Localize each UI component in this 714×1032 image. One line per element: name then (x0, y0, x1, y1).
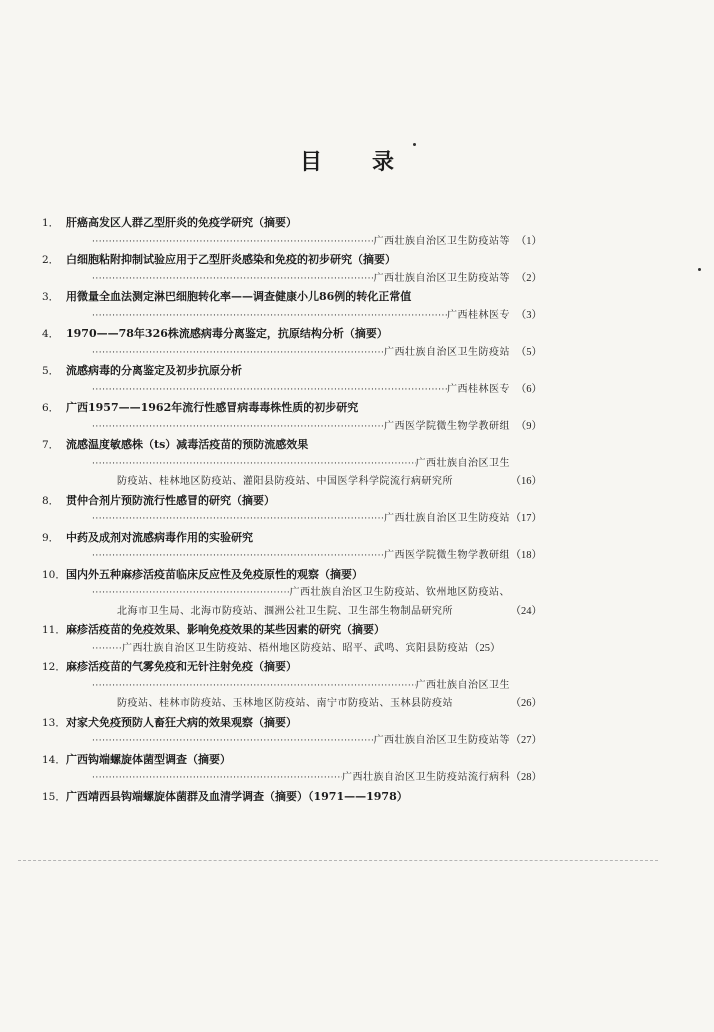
entry-author-row (42, 732, 542, 751)
entry-title-row (42, 529, 542, 548)
entry-author-row (42, 307, 542, 326)
entry-title-row (42, 492, 542, 511)
entry-title: 用微量全血法测定淋巴细胞转化率——调查健康小儿86例的转化正常值 (66, 290, 412, 303)
dot-leader (92, 381, 447, 400)
entry-title: 白细胞粘附抑制试验应用于乙型肝炎感染和免疫的初步研究（摘要） (66, 253, 396, 266)
entry-title-row (42, 325, 542, 344)
dot-leader (92, 307, 447, 326)
entry-author: 广西壮族自治区卫生 (415, 457, 510, 469)
entry-title: 麻疹活疫苗的气雾免疫和无针注射免疫（摘要） (66, 660, 297, 673)
entry-title-row (42, 658, 542, 677)
entry-page-number: （2） (515, 272, 542, 284)
entry-author: 广西壮族自治区卫生防疫站等 (373, 735, 510, 746)
entry-author-row (42, 640, 542, 659)
entry-page-number: （24） (510, 605, 542, 617)
entry-page-number: （3） (515, 309, 542, 321)
entry-page-number: （27） (510, 735, 542, 746)
entry-page-number: （18） (510, 550, 542, 561)
entry-author: 广西桂林医专 (447, 383, 510, 395)
entry-page-number: （1） (515, 235, 542, 247)
entry-number: 15． (42, 790, 66, 803)
entry-title-row (42, 788, 542, 807)
toc-entry (42, 399, 542, 436)
toc-entry (42, 214, 542, 251)
entry-page-number: （26） (510, 698, 542, 709)
entry-number: 8． (42, 494, 60, 507)
page-title: 目录 (299, 149, 444, 175)
toc-entry (42, 788, 542, 807)
entry-title-row (42, 751, 542, 770)
entry-title-row (42, 436, 542, 455)
entry-title: 麻疹活疫苗的免疫效果、影响免疫效果的某些因素的研究（摘要） (66, 623, 385, 636)
entry-page-number: （16） (510, 476, 542, 487)
entry-page-number: （9） (515, 420, 542, 432)
entry-author-continuation (42, 695, 542, 714)
entry-number: 14． (42, 753, 66, 766)
entry-author-row (42, 418, 542, 437)
speck-mark (698, 268, 701, 271)
toc-entry (42, 325, 542, 362)
entry-number: 3． (42, 291, 60, 303)
entry-author: 广西桂林医专 (447, 309, 510, 321)
entry-author-row (42, 677, 542, 696)
entry-author: 广西壮族自治区卫生防疫站等 (373, 272, 510, 284)
toc-entry (42, 714, 542, 751)
dot-leader (92, 640, 122, 659)
entry-author: 广西壮族自治区卫生防疫站、梧州地区防疫站、昭平、武鸣、宾阳县防疫站 (122, 642, 469, 654)
entry-title-row (42, 362, 542, 381)
entry-number: 10． (42, 568, 66, 581)
toc-entry (42, 658, 542, 714)
entry-number: 1． (42, 217, 60, 229)
entry-title: 国内外五种麻疹活疫苗临床反应性及免疫原性的观察（摘要） (66, 567, 363, 581)
entry-title: 对家犬免疫预防人畜狂犬病的效果观察（摘要） (66, 715, 297, 729)
entry-author-continuation (42, 603, 542, 622)
entry-title-row (42, 399, 542, 418)
entry-title: 流感温度敏感株（ts）减毒活疫苗的预防流感效果 (66, 438, 309, 451)
entry-title: 中药及成剂对流感病毒作用的实验研究 (66, 530, 253, 544)
entry-page-number: （25） (469, 642, 501, 654)
entry-title: 贯仲合剂片预防流行性感冒的研究（摘要） (66, 493, 275, 507)
dot-leader (92, 455, 416, 474)
entry-title-row (42, 288, 542, 307)
dot-leader (92, 418, 384, 437)
entry-author-row (42, 547, 542, 566)
dot-leader (92, 677, 416, 696)
toc-entry (42, 436, 542, 492)
entry-number: 9． (42, 531, 60, 544)
toc-entry (42, 251, 542, 288)
entry-author: 广西医学院微生物学教研组 (384, 550, 510, 561)
toc-entry (42, 566, 542, 622)
entry-number: 6． (42, 402, 60, 414)
entry-number: 13． (42, 716, 66, 729)
dot-leader (92, 732, 374, 751)
entry-author-cont: 北海市卫生局、北海市防疫站、涠洲公社卫生院、卫生部生物制品研究所 (117, 605, 453, 617)
entry-author-continuation (42, 473, 542, 492)
toc-entry (42, 492, 542, 529)
dot-leader (92, 270, 374, 289)
dot-leader (92, 584, 290, 603)
entry-title: 广西1957——1962年流行性感冒病毒毒株性质的初步研究 (66, 401, 359, 414)
entry-number: 11． (42, 624, 66, 636)
table-of-contents (42, 214, 542, 806)
entry-author: 广西医学院微生物学教研组 (384, 420, 510, 432)
toc-entry (42, 621, 542, 658)
entry-title-row (42, 251, 542, 270)
entry-author-row (42, 233, 542, 252)
entry-author: 广西壮族自治区卫生防疫站流行病科 (342, 772, 510, 783)
entry-title: 广西钩端螺旋体菌型调查（摘要） (66, 752, 231, 766)
entry-page-number: （28） (510, 772, 542, 783)
entry-title: 流感病毒的分离鉴定及初步抗原分析 (66, 364, 242, 377)
entry-page-number: （17） (510, 513, 542, 524)
toc-entry (42, 288, 542, 325)
toc-entry (42, 362, 542, 399)
dot-leader (92, 510, 384, 529)
dot-leader (92, 769, 342, 788)
entry-number: 2． (42, 254, 60, 266)
entry-page-number: （5） (515, 346, 542, 358)
entry-title-row (42, 214, 542, 233)
entry-title-row (42, 621, 542, 640)
entry-author-row (42, 510, 542, 529)
entry-author-row (42, 270, 542, 289)
dot-leader (92, 344, 384, 363)
entry-number: 12． (42, 661, 66, 673)
entry-title-row (42, 566, 542, 585)
entry-author: 广西壮族自治区卫生防疫站、钦州地区防疫站、 (289, 587, 510, 598)
entry-author: 广西壮族自治区卫生防疫站等 (373, 235, 510, 247)
entry-author-row (42, 455, 542, 474)
entry-title: 1970——78年326株流感病毒分离鉴定，抗原结构分析（摘要） (66, 327, 388, 340)
footer-rule (18, 860, 658, 861)
entry-author: 广西壮族自治区卫生 (415, 679, 510, 691)
entry-title: 广西靖西县钩端螺旋体菌群及血清学调查（摘要）（1971——1978） (66, 789, 408, 803)
entry-author: 广西壮族自治区卫生防疫站 (384, 513, 510, 524)
entry-number: 4． (42, 328, 60, 340)
entry-author-row (42, 344, 542, 363)
entry-number: 5． (42, 365, 60, 377)
toc-entry (42, 751, 542, 788)
dot-leader (92, 547, 384, 566)
dot-leader (92, 233, 374, 252)
toc-entry (42, 529, 542, 566)
entry-author-row (42, 381, 542, 400)
entry-author-row (42, 769, 542, 788)
entry-title: 肝癌高发区人群乙型肝炎的免疫学研究（摘要） (66, 216, 297, 229)
entry-page-number: （6） (515, 383, 542, 395)
entry-number: 7． (42, 439, 60, 451)
entry-author-cont: 防疫站、桂林市防疫站、玉林地区防疫站、南宁市防疫站、玉林县防疫站 (117, 698, 453, 709)
entry-author-cont: 防疫站、桂林地区防疫站、灌阳县防疫站、中国医学科学院流行病研究所 (117, 476, 453, 487)
entry-author-row (42, 584, 542, 603)
entry-author: 广西壮族自治区卫生防疫站 (384, 346, 510, 358)
entry-title-row (42, 714, 542, 733)
